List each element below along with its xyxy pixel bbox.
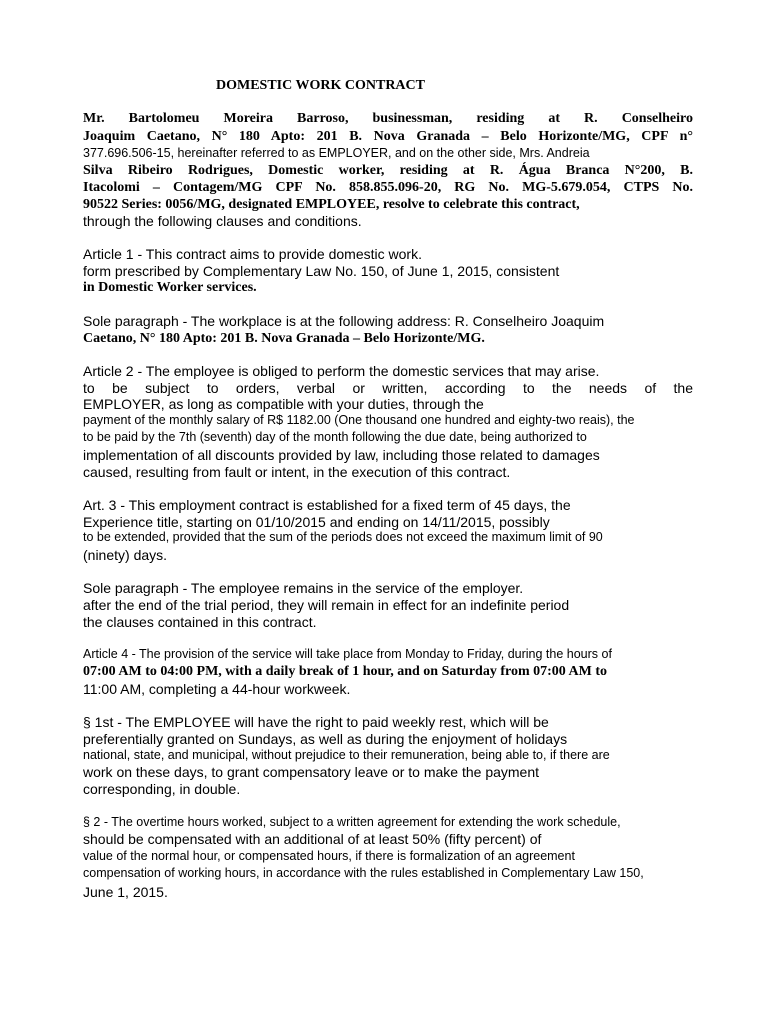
paragraph-1st-line: national, state, and municipal, without prejudice to their remuneration, being able to, if there are xyxy=(83,748,610,762)
preamble-line: Joaquim Caetano, N° 180 Apto: 201 B. Nova Granada – Belo Horizonte/MG, CPF n° xyxy=(83,129,693,144)
paragraph-2-line: June 1, 2015. xyxy=(83,884,168,900)
article-3-line: Art. 3 - This employment contract is established for a fixed term of 45 days, the xyxy=(83,497,571,513)
sole-paragraph-line: Sole paragraph - The workplace is at the following address: R. Conselheiro Joaquim xyxy=(83,313,605,329)
article-3-line: Experience title, starting on 01/10/2015 and ending on 14/11/2015, possibly xyxy=(83,514,550,530)
article-1-line: form prescribed by Complementary Law No. 150, of June 1, 2015, consistent xyxy=(83,263,560,279)
article-2-line: caused, resulting from fault or intent, in the execution of this contract. xyxy=(83,464,511,480)
preamble-line: Mr. Bartolomeu Moreira Barroso, businessman, residing at R. Conselheiro xyxy=(83,111,693,126)
article-2-line: to be subject to orders, verbal or written, according to the needs of the xyxy=(83,380,693,396)
paragraph-1st-line: § 1st - The EMPLOYEE will have the right to paid weekly rest, which will be xyxy=(83,714,549,730)
article-2-line: implementation of all discounts provided by law, including those related to damages xyxy=(83,447,600,463)
article-1-line: in Domestic Worker services. xyxy=(83,280,257,295)
article-1-line: Article 1 - This contract aims to provide domestic work. xyxy=(83,246,422,262)
article-4-line: 07:00 AM to 04:00 PM, with a daily break of 1 hour, and on Saturday from 07:00 AM to xyxy=(83,664,607,679)
sole-paragraph-line: Sole paragraph - The employee remains in the service of the employer. xyxy=(83,580,524,596)
article-4-line: Article 4 - The provision of the service will take place from Monday to Friday, during the hours of xyxy=(83,647,612,661)
preamble-line: 90522 Series: 0056/MG, designated EMPLOYEE, resolve to celebrate this contract, xyxy=(83,197,580,212)
preamble-line: Itacolomi – Contagem/MG CPF No. 858.855.096-20, RG No. MG-5.679.054, CTPS No. xyxy=(83,180,693,195)
paragraph-1st-line: preferentially granted on Sundays, as well as during the enjoyment of holidays xyxy=(83,731,568,747)
preamble-line: Silva Ribeiro Rodrigues, Domestic worker, residing at R. Água Branca N°200, B. xyxy=(83,163,693,178)
preamble-line: 377.696.506-15, hereinafter referred to as EMPLOYER, and on the other side, Mrs. Andreia xyxy=(83,146,590,160)
sole-paragraph-line: after the end of the trial period, they will remain in effect for an indefinite period xyxy=(83,597,570,613)
article-2-line: EMPLOYER, as long as compatible with your duties, through the xyxy=(83,396,484,412)
article-3-line: to be extended, provided that the sum of the periods does not exceed the maximum limit of 90 xyxy=(83,530,603,544)
sole-paragraph-line: Caetano, N° 180 Apto: 201 B. Nova Granada – Belo Horizonte/MG. xyxy=(83,331,485,346)
document-title: DOMESTIC WORK CONTRACT xyxy=(216,78,425,93)
paragraph-1st-line: corresponding, in double. xyxy=(83,781,241,797)
paragraph-2-line: value of the normal hour, or compensated hours, if there is formalization of an agreement xyxy=(83,849,575,863)
sole-paragraph-line: the clauses contained in this contract. xyxy=(83,614,317,630)
article-3-line: (ninety) days. xyxy=(83,547,168,563)
article-2-line: Article 2 - The employee is obliged to perform the domestic services that may arise. xyxy=(83,363,600,379)
paragraph-2-line: compensation of working hours, in accordance with the rules established in Complementary Law 150, xyxy=(83,866,644,880)
paragraph-1st-line: work on these days, to grant compensatory leave or to make the payment xyxy=(83,764,540,780)
article-4-line: 11:00 AM, completing a 44-hour workweek. xyxy=(83,681,351,697)
article-2-line: to be paid by the 7th (seventh) day of the month following the due date, being authorized to xyxy=(83,430,587,444)
paragraph-2-line: § 2 - The overtime hours worked, subject to a written agreement for extending the work schedule, xyxy=(83,815,621,829)
article-2-line: payment of the monthly salary of R$ 1182.00 (One thousand one hundred and eighty-two reais), the xyxy=(83,413,635,427)
paragraph-2-line: should be compensated with an additional of at least 50% (fifty percent) of xyxy=(83,831,542,847)
preamble-line: through the following clauses and conditions. xyxy=(83,213,362,229)
